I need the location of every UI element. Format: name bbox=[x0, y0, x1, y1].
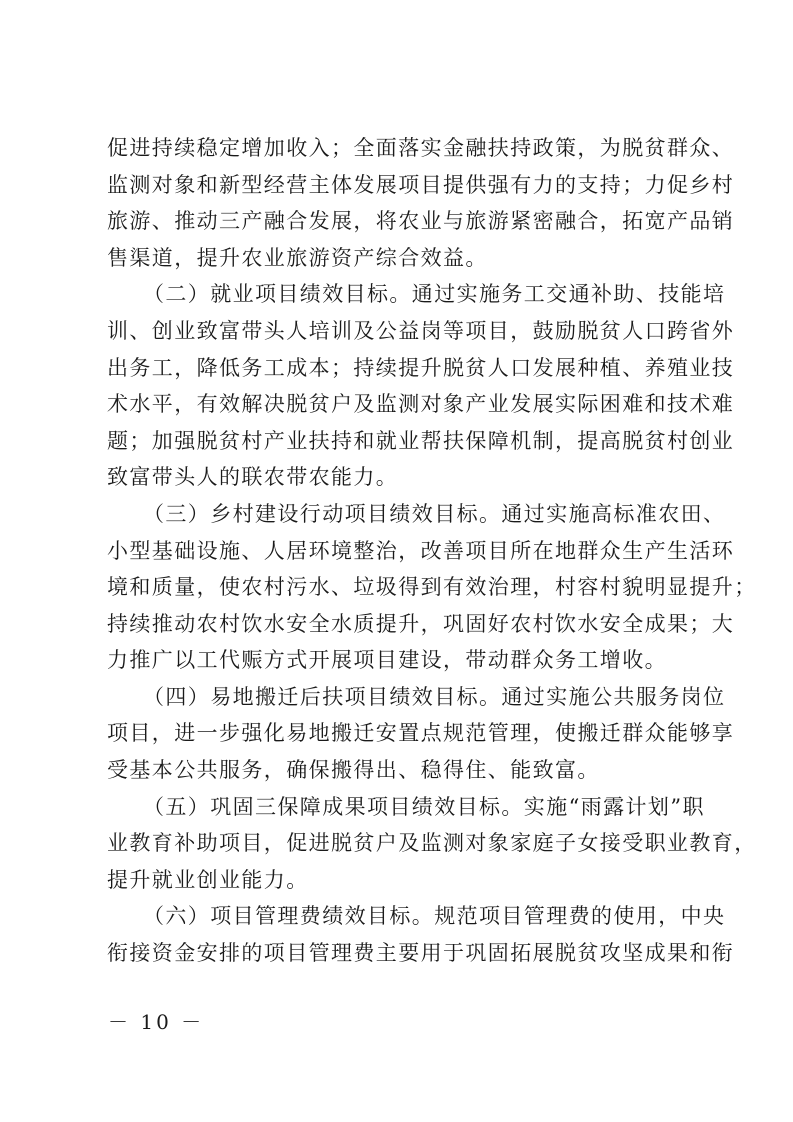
text-line: 题；加强脱贫村产业扶持和就业帮扶保障机制，提高脱贫村创业 bbox=[107, 429, 735, 453]
text-line: 业教育补助项目，促进脱贫户及监测对象家庭子女接受职业教育， bbox=[107, 831, 757, 855]
text-line: 旅游、推动三产融合发展，将农业与旅游紧密融合，拓宽产品销 bbox=[107, 209, 735, 233]
text-line: 项目，进一步强化易地搬迁安置点规范管理，使搬迁群众能够享 bbox=[107, 721, 735, 745]
text-line: 力推广以工代赈方式开展项目建设，带动群众务工增收。 bbox=[107, 648, 667, 672]
text-line: 提升就业创业能力。 bbox=[107, 868, 309, 892]
section-heading-line: （四）易地搬迁后扶项目绩效目标。通过实施公共服务岗位 bbox=[143, 685, 726, 709]
text-line: 术水平，有效解决脱贫户及监测对象产业发展实际困难和技术难 bbox=[107, 392, 735, 416]
text-line: 出务工，降低务工成本；持续提升脱贫人口发展种植、养殖业技 bbox=[107, 356, 735, 380]
section-heading-line: （三）乡村建设行动项目绩效目标。通过实施高标准农田、 bbox=[143, 502, 726, 526]
page-number: － 10 － bbox=[108, 1010, 205, 1034]
text-line: 致富带头人的联农带农能力。 bbox=[107, 465, 399, 489]
text-line: 售渠道，提升农业旅游资产综合效益。 bbox=[107, 246, 488, 270]
text-line: 受基本公共服务，确保搬得出、稳得住、能致富。 bbox=[107, 758, 600, 782]
text-line: 持续推动农村饮水安全水质提升，巩固好农村饮水安全成果；大 bbox=[107, 612, 735, 636]
text-line: 衔接资金安排的项目管理费主要用于巩固拓展脱贫攻坚成果和衔 bbox=[107, 941, 735, 965]
section-heading-line: （五）巩固三保障成果项目绩效目标。实施“雨露计划”职 bbox=[143, 795, 705, 819]
text-line: 监测对象和新型经营主体发展项目提供强有力的支持；力促乡村 bbox=[107, 173, 735, 197]
text-line: 促进持续稳定增加收入；全面落实金融扶持政策，为脱贫群众、 bbox=[107, 136, 735, 160]
section-heading-line: （六）项目管理费绩效目标。规范项目管理费的使用，中央 bbox=[143, 904, 726, 928]
text-line: 训、创业致富带头人培训及公益岗等项目，鼓励脱贫人口跨省外 bbox=[107, 319, 735, 343]
section-heading-line: （二）就业项目绩效目标。通过实施务工交通补助、技能培 bbox=[143, 282, 726, 306]
text-line: 小型基础设施、人居环境整治，改善项目所在地群众生产生活环 bbox=[107, 539, 735, 563]
text-line: 境和质量，使农村污水、垃圾得到有效治理，村容村貌明显提升； bbox=[107, 575, 757, 599]
